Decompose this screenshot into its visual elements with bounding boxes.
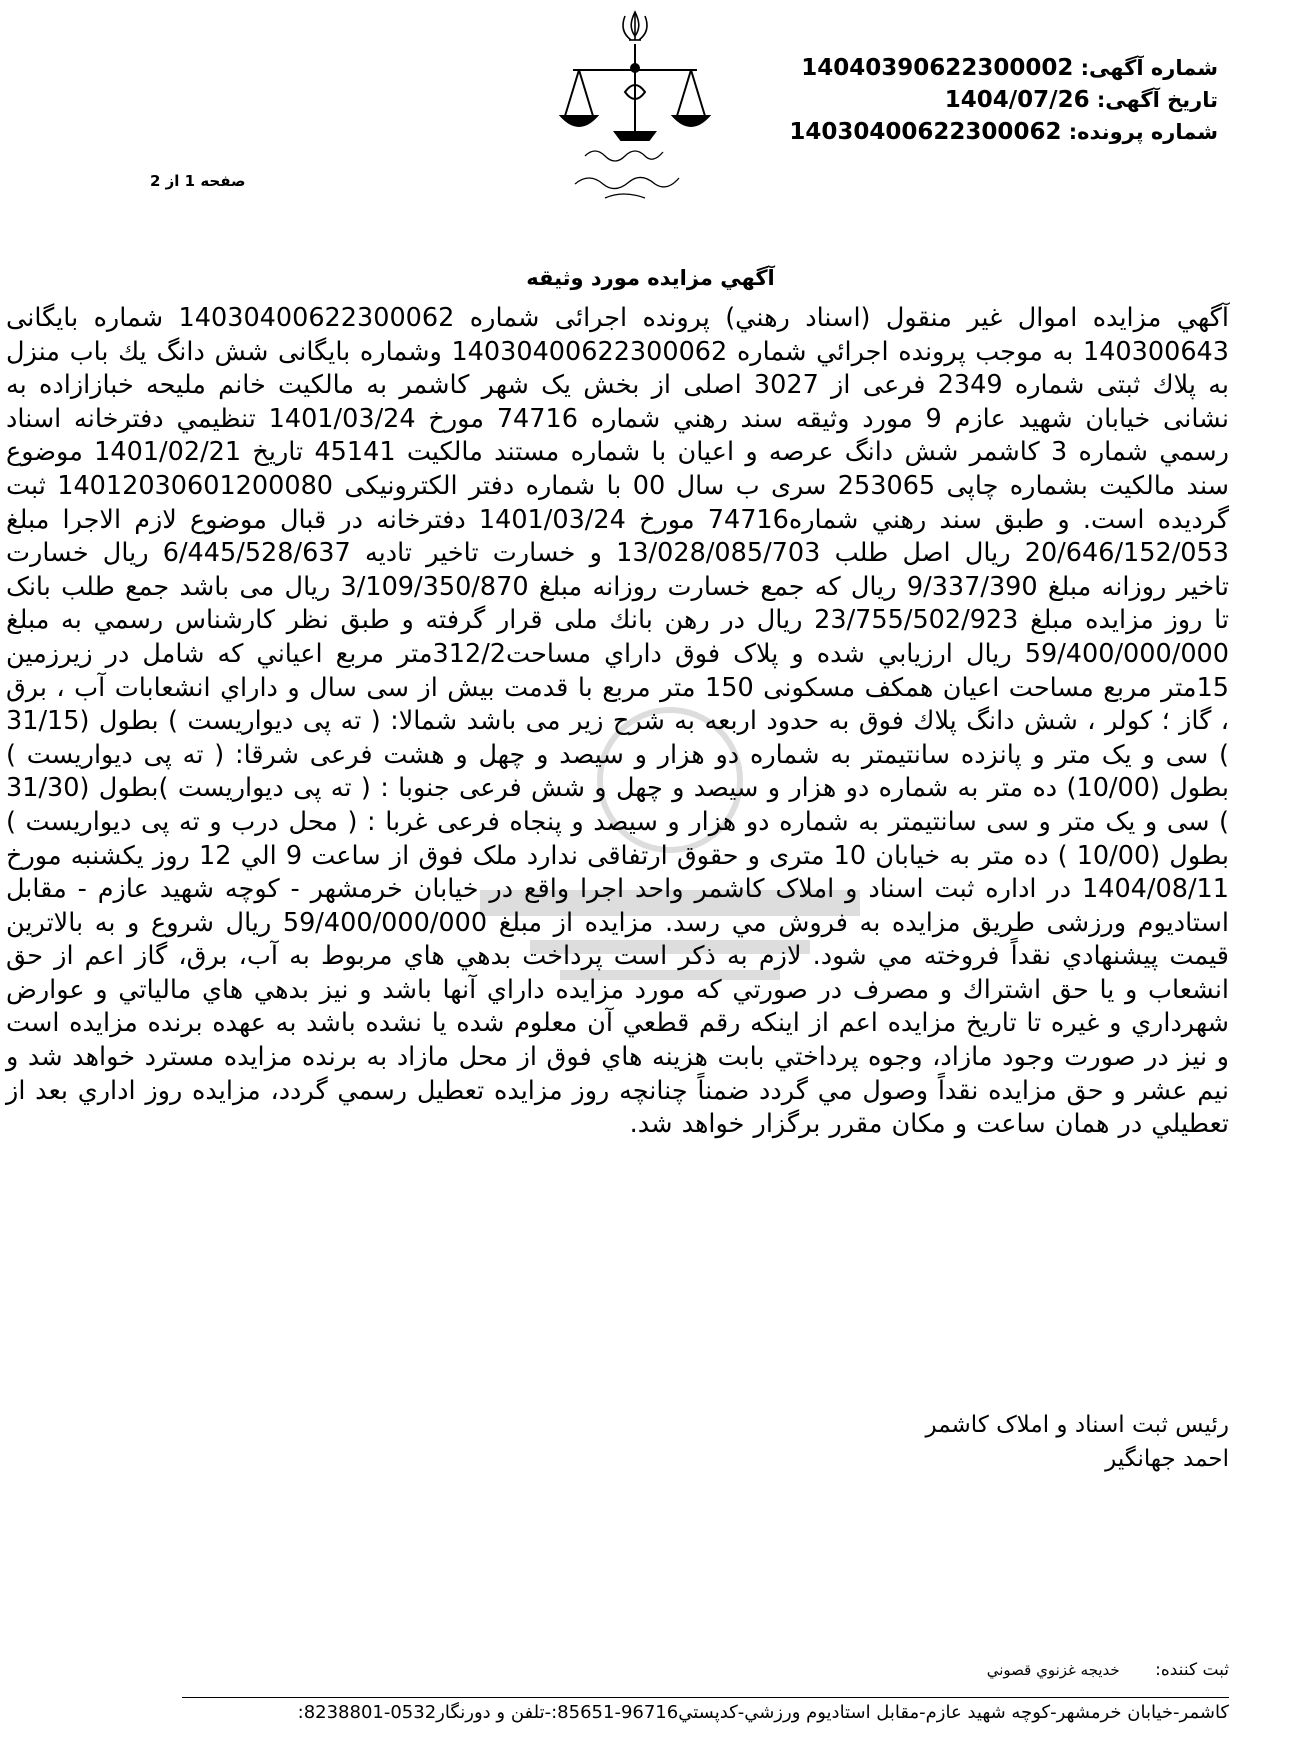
- case-number: 14030400622300062: [789, 119, 1062, 145]
- signatory-position: رئیس ثبت اسناد و املاک کاشمر: [925, 1412, 1229, 1438]
- case-number-row: [789, 116, 1218, 148]
- judiciary-emblem: [545, 8, 725, 223]
- notice-date-label: تاریخ آگهی:: [1096, 88, 1218, 112]
- notice-date-row: [789, 84, 1218, 116]
- notice-title: آگهي مزایده مورد وثیقه: [526, 266, 775, 290]
- notice-metadata: [789, 52, 1218, 148]
- notice-date: 1404/07/26: [944, 87, 1090, 113]
- footer-divider: [182, 1697, 1229, 1698]
- case-number-label: شماره پرونده:: [1068, 120, 1218, 144]
- registrar-row: [987, 1660, 1229, 1680]
- registrar-name: خدیجه غزنوي قصوني: [986, 1661, 1120, 1679]
- notice-number-label: شماره آگهی:: [1080, 56, 1218, 80]
- page-indicator: صفحه 1 از 2: [150, 172, 246, 190]
- registrar-label: ثبت کننده:: [1155, 1660, 1229, 1680]
- notice-number-row: [789, 52, 1218, 84]
- notice-number: 14040390622300002: [801, 55, 1074, 81]
- notice-body: آگهي مزایده اموال غیر منقول (اسناد رهني) پرونده اجرائی شماره 14030400622300062 شماره بایگانی 140300643 به موجب پرونده اجرائي شماره 14030400622300062 وشماره بایگانی شش دانگ يك باب منزل به پلاك ثبتی شماره 2349 فرعی از 3027 اصلی از بخش یک شهر کاشمر به مالکیت خانم ملیحه خبازازاده به نشانی خیابان شهید عازم 9 مورد وثیقه سند رهني شماره 74716 مورخ 1401/03/24 تنظیمي دفترخانه اسناد رسمي شماره 3 کاشمر شش دانگ عرصه و اعیان با شماره مستند مالکیت 45141 تاریخ 1401/02/21 موضوع سند مالکیت بشماره چاپی 253065 سری ب سال 00 با شماره دفتر الکترونیکی 14012030601200080 ثبت گردیده است. و طبق سند رهني شماره74716 مورخ 1401/03/24 دفترخانه در قبال موضوع لازم الاجرا مبلغ 20/646/152/053 ریال اصل طلب 13/028/085/703 و خسارت تاخیر تادیه 6/445/528/637 ریال خسارت تاخیر روزانه مبلغ 9/337/390 ریال که جمع خسارت روزانه مبلغ 3/109/350/870 ریال می باشد جمع طلب بانک تا روز مزایده مبلغ 23/755/502/923 ریال در رهن بانك ملی قرار گرفته و طبق نظر کارشناس رسمي به مبلغ 59/400/000/000 ریال ارزیابي شده و پلاک فوق داراي مساحت312/2متر مربع اعیاني که شامل در زیرزمین 15متر مربع مساحت اعیان همکف مسکونی 150 متر مربع با قدمت بیش از سی سال و داراي انشعابات آب ، برق ، گاز ؛ کولر ، شش دانگ پلاك فوق به حدود اربعه به شرح زیر می باشد شمالا: ( ته پی دیواریست ) بطول (31/15 ) سی و یک متر و پانزده سانتیمتر به شماره دو هزار و سیصد و چهل و هشت فرعی شرقا: ( ته پی دیواریست ) بطول (10/00) ده متر به شماره دو هزار و سیصد و چهل و شش فرعی جنوبا : ( ته پی دیواریست )بطول (31/30 ) سی و یک متر و سی سانتیمتر به شماره دو هزار و سیصد و پنجاه فرعی غربا : ( محل درب و ته پی دیواریست ) بطول (10/00 ) ده متر به خیابان 10 متری و حقوق ارتفاقی ندارد ملک فوق از ساعت 9 الي 12 روز یکشنبه مورخ 1404/08/11 در اداره ثبت اسناد و املاک کاشمر واحد اجرا واقع در خیابان خرمشهر - کوچه شهید عازم - مقابل استادیوم ورزشی طریق مزایده به فروش مي رسد. مزایده از مبلغ 59/400/000/000 ریال شروع و به بالاترین قیمت پیشنهادي نقداً فروخته مي شود. لازم به ذکر است پرداخت بدهي هاي مربوط به آب، برق، گاز اعم از حق انشعاب و یا حق اشتراك و مصرف در صورتي که مورد مزایده داراي آنها باشد و نیز بدهي هاي مالیاتي و عوارض شهرداري و غیره تا تاریخ مزایده اعم از اینکه رقم قطعي آن معلوم شده یا نشده باشد به عهده برنده مزایده است و نیز در صورت وجود مازاد، وجوه پرداختي بابت هزینه هاي فوق از محل مازاد به برنده مزایده مسترد خواهد شد و نیم عشر و حق مزایده نقداً وصول مي گردد ضمناً چنانچه روز مزایده تعطیل رسمي گردد، مزایده روز اداري بعد از تعطیلي در همان ساعت و مکان مقرر برگزار خواهد شد.: [6, 303, 1230, 1140]
- emblem-lettering: [545, 8, 725, 223]
- footer-address: کاشمر-خیابان خرمشهر-کوچه شهید عازم-مقابل استادیوم ورزشي-کدپستي96716-85651:-تلفن و دورنگار0532-8238801:: [297, 1702, 1229, 1723]
- signatory-name: احمد جهانگیر: [1105, 1446, 1229, 1472]
- signature-block: [926, 1408, 1229, 1476]
